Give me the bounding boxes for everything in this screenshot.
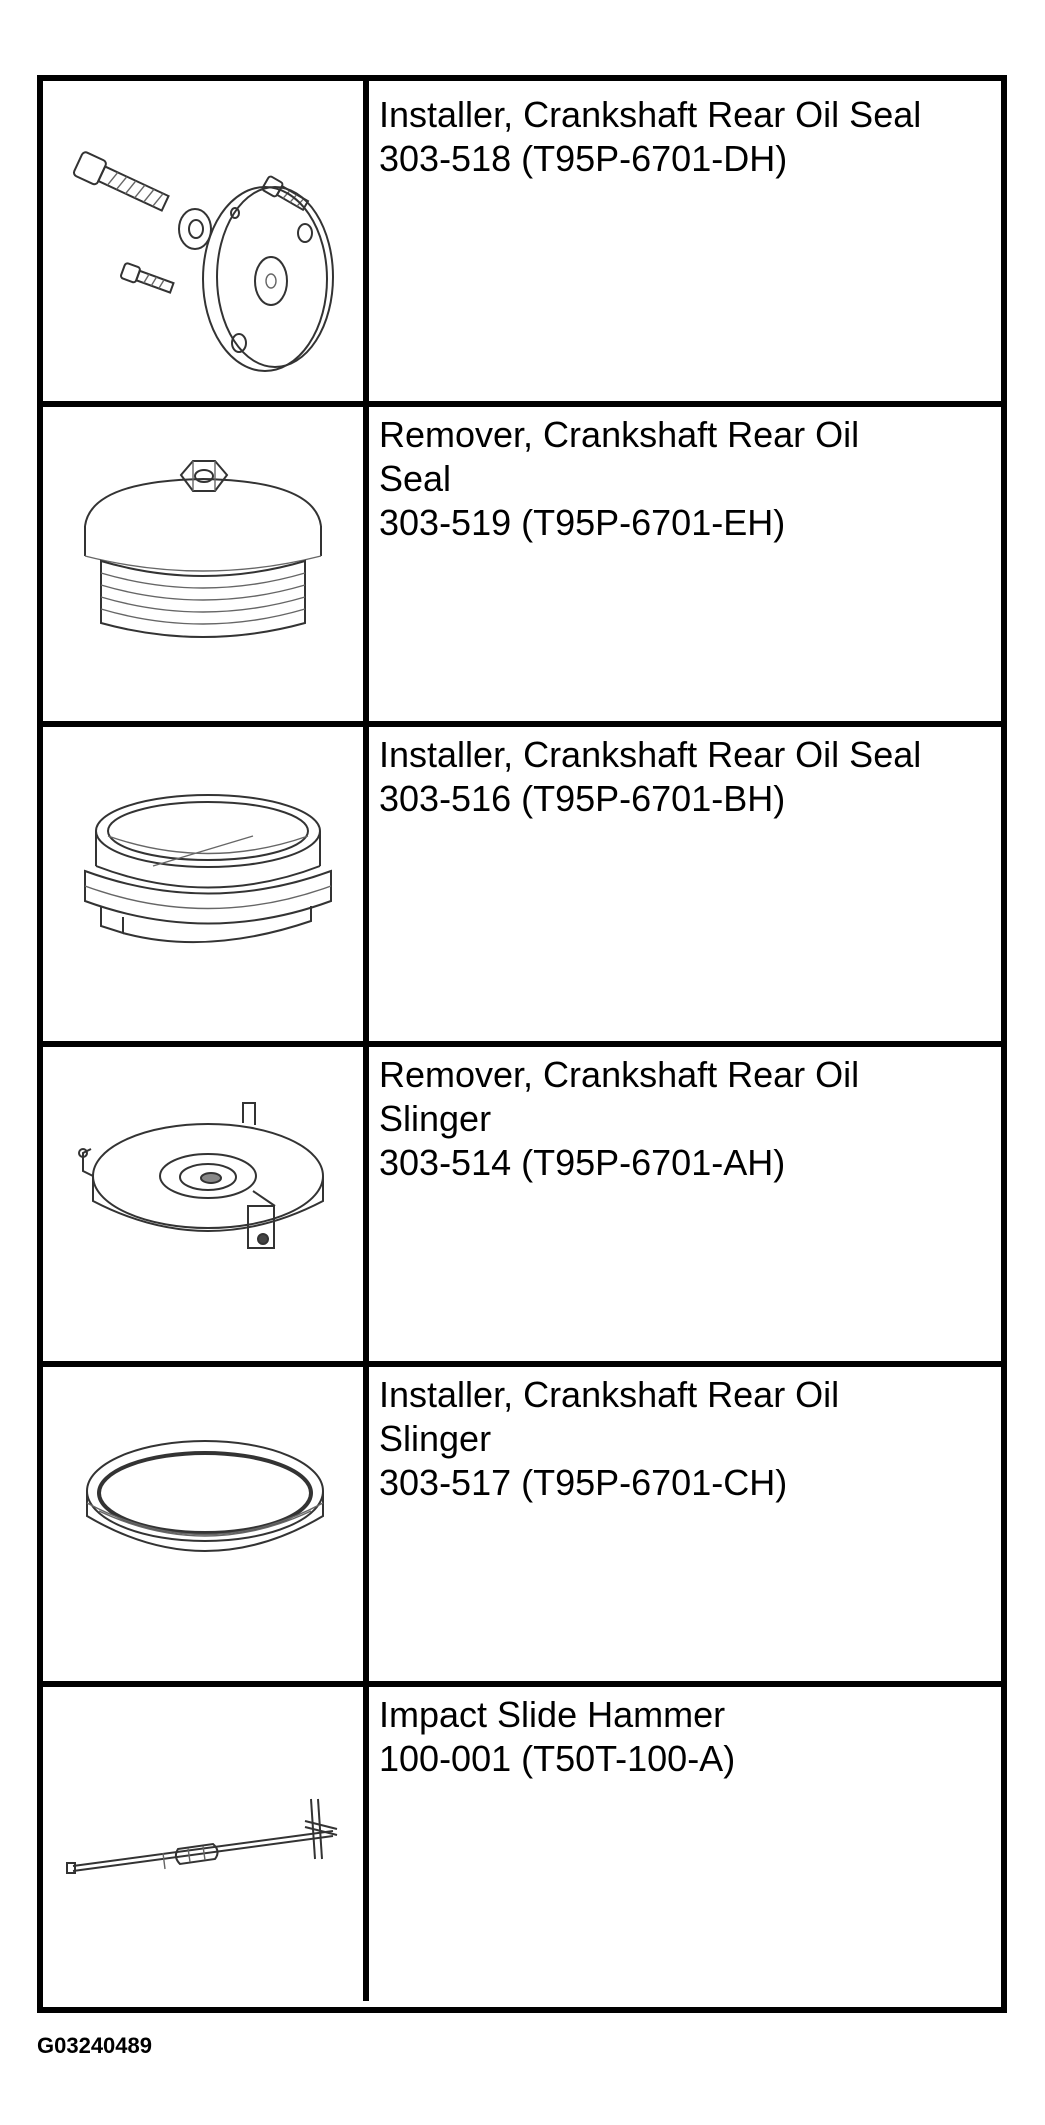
tool-illustration-cell: [43, 721, 369, 1041]
tool-name-line: Slinger: [379, 1098, 492, 1139]
tool-description: [379, 1693, 991, 1781]
special-tools-table: [37, 75, 1007, 2013]
seal-installer-cup-illustration: [43, 721, 363, 1041]
tool-part-number: 303-517 (T95P-6701-CH): [379, 1462, 788, 1503]
tool-description: [379, 93, 991, 181]
tool-description: [379, 733, 991, 821]
tool-part-number: 303-519 (T95P-6701-EH): [379, 502, 786, 543]
slinger-installer-illustration: [43, 1361, 363, 1681]
tool-name-line: Seal: [379, 458, 452, 499]
tool-part-number: 303-514 (T95P-6701-AH): [379, 1142, 786, 1183]
slinger-remover-illustration: [43, 1041, 363, 1361]
tool-name-line: Installer, Crankshaft Rear Oil: [379, 1374, 840, 1415]
tool-part-number: 303-518 (T95P-6701-DH): [379, 138, 788, 179]
figure-id: G03240489: [37, 2033, 152, 2058]
tool-row: [43, 1041, 1001, 1367]
tool-part-number: 100-001 (T50T-100-A): [379, 1738, 736, 1779]
tool-part-number: 303-516 (T95P-6701-BH): [379, 778, 786, 819]
tool-row: [43, 721, 1001, 1047]
tool-name-line: Installer, Crankshaft Rear Oil Seal: [379, 94, 922, 135]
seal-installer-illustration: [43, 81, 363, 401]
tool-illustration-cell: [43, 401, 369, 721]
tool-description: [379, 1373, 991, 1505]
tool-illustration-cell: [43, 1041, 369, 1361]
tool-name-line: Slinger: [379, 1418, 492, 1459]
tool-row: [43, 1361, 1001, 1687]
tool-row: [43, 81, 1001, 407]
tool-illustration-cell: [43, 1361, 369, 1681]
tool-row: [43, 401, 1001, 727]
tool-name-line: Impact Slide Hammer: [379, 1694, 726, 1735]
tool-description: [379, 1053, 991, 1185]
tool-illustration-cell: [43, 1681, 369, 2001]
seal-remover-illustration: [43, 401, 363, 721]
tool-name-line: Installer, Crankshaft Rear Oil Seal: [379, 734, 922, 775]
slide-hammer-illustration: [43, 1681, 363, 2001]
tool-name-line: Remover, Crankshaft Rear Oil: [379, 1054, 860, 1095]
tool-description: [379, 413, 991, 545]
tool-row: [43, 1681, 1001, 2001]
tool-name-line: Remover, Crankshaft Rear Oil: [379, 414, 860, 455]
tool-illustration-cell: [43, 81, 369, 401]
